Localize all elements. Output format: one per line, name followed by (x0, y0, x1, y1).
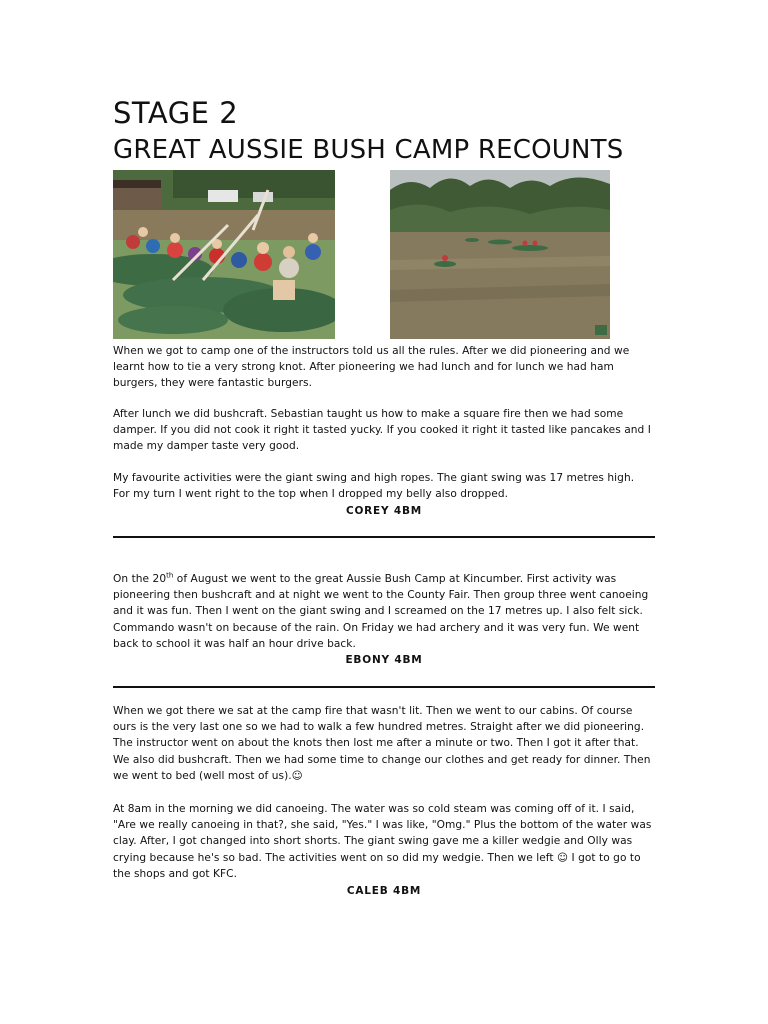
recount3-paragraph2: At 8am in the morning we did canoeing. The water was so cold steam was coming off of it. I said, "Are we really canoeing in that?, she said, "Yes." I was like, "Omg." Plus the bottom of the water was clay. After, I got changed into short shorts. The giant swing gave me a killer wedgie and Olly was crying because he's so bad. The activities went on so did my wedgie. Then we left ☺ I got to go to the shops and got KFC. (113, 803, 652, 880)
recount1-paragraph1: When we got to camp one of the instructors told us all the rules. After we did pioneering and we learnt how to tie a very strong knot. After pioneering we had lunch and for lunch we had ham burgers, they were fantastic burgers. (113, 345, 630, 390)
recount1-paragraph2: After lunch we did bushcraft. Sebastian taught us how to make a square fire then we had some damper. If you did not cook it right it tasted yucky. If you cooked it right it tasted like pancakes and I made my damper taste very good. (113, 408, 651, 453)
stage-heading: STAGE 2 (113, 96, 239, 130)
recount2-paragraph1 (113, 571, 655, 652)
recount2-author: EBONY 4BM (345, 654, 423, 666)
recount1-paragraph3-line2: For my turn I went right to the top when I dropped my belly also dropped. (113, 488, 509, 501)
photo-kids-in-canoes (113, 170, 335, 339)
recount2-text-rest: of August we went to the great Aussie Bush Camp at Kincumber. First activity was pioneering then bushcraft and at night we went to the County Fair. Then group three went canoeing and it was fun. Then I went on the giant swing and I screamed on the 17 metres up. I also felt sick. Commando wasn't on because of the rain. On Friday we had archery and it was very fun. We went back to school it was half an hour drive back. (113, 573, 649, 650)
recount2-text-start: On the 20 (113, 573, 167, 585)
photo-canoes-on-lake (390, 170, 610, 339)
recount1-paragraph3-line1: My favourite activities were the giant swing and high ropes. The giant swing was 17 metres high. (113, 472, 635, 484)
recount1-paragraph3 (113, 470, 655, 502)
ordinal-suffix: th (166, 571, 174, 580)
section-divider (113, 536, 655, 538)
recount1-author: COREY 4BM (345, 505, 423, 517)
recount3-author: CALEB 4BM (346, 885, 422, 897)
recount3-paragraph1: When we got there we sat at the camp fire that wasn't lit. Then we went to our cabins. Of course ours is the very last one so we had to walk a few hundred metres. Straight after we did pioneering. The instructor went on about the knots then lost me after a minute or two. Then I got it after that. We also did bushcraft. Then we had some time to change our clothes and get ready for dinner. Then we went to bed (well most of us).☺ (113, 705, 651, 782)
page-title: GREAT AUSSIE BUSH CAMP RECOUNTS (113, 135, 624, 165)
section-divider (113, 686, 655, 688)
